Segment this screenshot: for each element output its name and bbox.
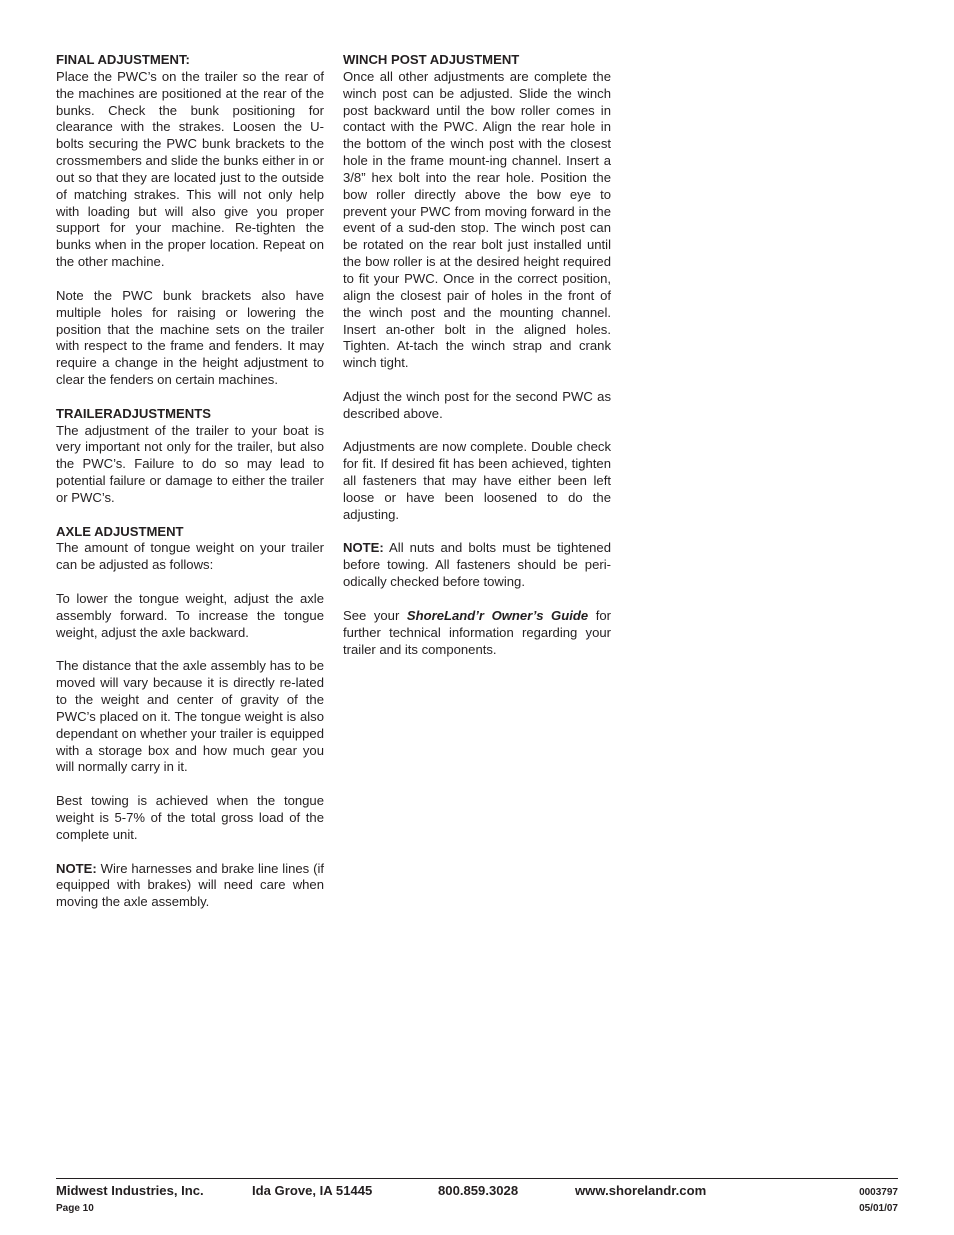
right-column bbox=[343, 52, 611, 658]
footer-phone: 800.859.3028 bbox=[438, 1183, 519, 1198]
winch-post-paragraph-2: Adjust the winch post for the second PWC as described above. bbox=[343, 388, 611, 421]
winch-note-label: NOTE: bbox=[343, 540, 384, 556]
see-suffix: for further technical information regarding your trailer and its components. bbox=[343, 607, 611, 657]
footer-company: Midwest Industries, Inc. bbox=[56, 1183, 204, 1198]
trailer-adjustments-heading: TRAILERADJUSTMENTS bbox=[56, 405, 211, 421]
trailer-adjustments-paragraph: The adjustment of the trailer to your boat is very important not only for the trailer, but also the PWC’s. Failure to do so may lead to potential failure or damage to either the trailer or PWC’s. bbox=[56, 422, 324, 505]
owners-guide-reference bbox=[343, 608, 611, 659]
axle-adjustment-paragraph-4: Best towing is achieved when the tongue weight is 5-7% of the total gross load of the complete unit. bbox=[56, 793, 324, 842]
axle-note-label: NOTE: bbox=[56, 860, 97, 876]
axle-note-text: Wire harnesses and brake line lines (if equipped with brakes) will need care when moving the axle assembly. bbox=[56, 860, 324, 910]
footer-divider bbox=[56, 1178, 898, 1179]
footer-date: 05/01/07 bbox=[859, 1203, 898, 1214]
axle-adjustment-paragraph-1: The amount of tongue weight on your trailer can be adjusted as follows: bbox=[56, 540, 324, 573]
axle-adjustment-heading: AXLE ADJUSTMENT bbox=[56, 523, 184, 539]
footer-website: www.shorelandr.com bbox=[575, 1183, 707, 1198]
axle-adjustment-note bbox=[56, 861, 324, 912]
footer-city: Ida Grove, IA 51445 bbox=[252, 1183, 373, 1198]
footer-page-number: Page 10 bbox=[56, 1203, 94, 1214]
final-adjustment-paragraph-1: Place the PWC’s on the trailer so the rear of the machines are positioned at the rear of the bunks. Check the bunk positioning for clearance with the strakes. Loosen the U-bolts securing the PWC bunk brackets to the crossmembers and slide the bunks either in or out so that they are located just to the outside of matching strakes. This will not only help with loading but will also give you proper support for your machine. Re-tighten the bunks when in the proper location. Repeat on the other machine. bbox=[56, 68, 324, 270]
winch-note-text: All nuts and bolts must be tightened before towing. All fasteners should be peri-odically checked before towing. bbox=[343, 540, 611, 590]
left-column bbox=[56, 52, 324, 911]
axle-adjustment-paragraph-3: The distance that the axle assembly has to be moved will vary because it is directly re-lated to the weight and center of gravity of the PWC’s placed on it. The tongue weight is also dependant on whether your trailer is equipped with a storage box and how much gear you will normally carry in it. bbox=[56, 658, 324, 775]
see-prefix: See your bbox=[343, 607, 407, 623]
winch-post-note bbox=[343, 540, 611, 591]
axle-adjustment-paragraph-2: To lower the tongue weight, adjust the axle assembly forward. To increase the tongue weight, adjust the axle backward. bbox=[56, 591, 324, 640]
winch-post-paragraph-3: Adjustments are now complete. Double check for fit. If desired fit has been achieved, tighten all fasteners that may have either been left loose or have been loosened to do the adjusting. bbox=[343, 439, 611, 522]
footer-doc-number: 0003797 bbox=[859, 1187, 898, 1198]
final-adjustment-paragraph-2: Note the PWC bunk brackets also have multiple holes for raising or lowering the position that the machine sets on the trailer with respect to the frame and fenders. It may require a change in the height adjustment to clear the fenders on certain machines. bbox=[56, 287, 324, 388]
winch-post-heading: WINCH POST ADJUSTMENT bbox=[343, 52, 520, 67]
final-adjustment-heading: FINAL ADJUSTMENT: bbox=[56, 52, 190, 67]
winch-post-paragraph-1: Once all other adjustments are complete the winch post can be adjusted. Slide the winch post backward until the bow roller comes in contact with the PWC. Align the rear hole in the bottom of the winch post with the closest hole in the frame mount-ing channel. Insert a 3/8” hex bolt into the rear hole. Position the bow roller directly above the bow eye to prevent your PWC from moving forward in the event of a sud-den stop. The winch post can be rotated on the rear bolt just installed until the bow roller is at the desired height required to fit your PWC. Once in the correct position, align the closest pair of holes in the front of the winch post and the mounting channel. Insert an-other bolt in the aligned holes. Tighten. At-tach the winch strap and crank winch tight. bbox=[343, 68, 611, 371]
owners-guide-title: ShoreLand’r Owner’s Guide bbox=[406, 607, 589, 623]
